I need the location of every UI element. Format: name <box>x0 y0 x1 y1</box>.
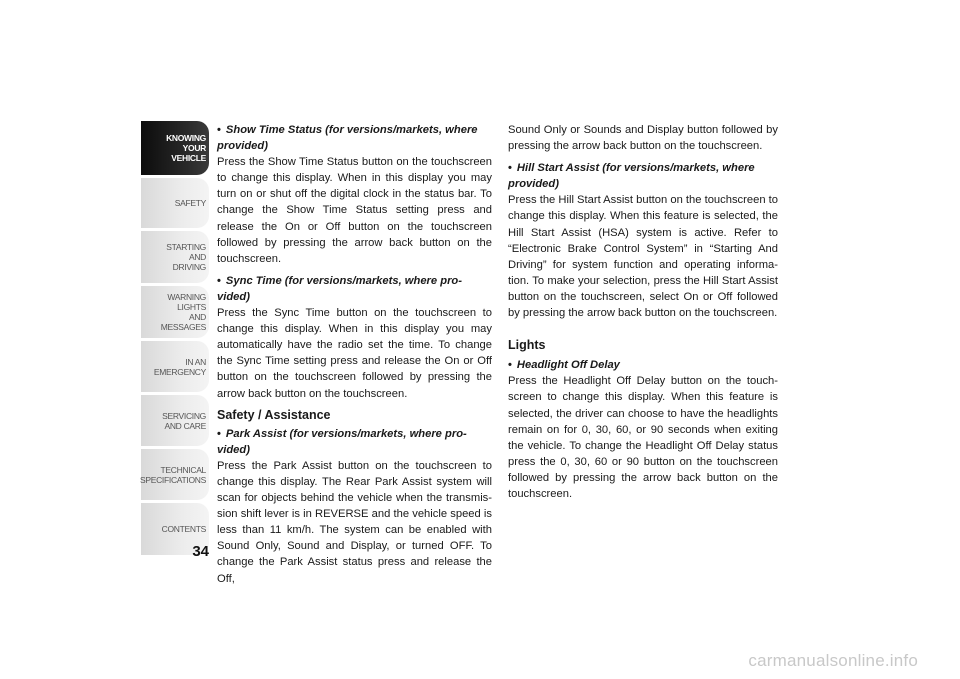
tab-servicing-and-care[interactable] <box>141 395 209 446</box>
tab-safety[interactable] <box>141 178 209 228</box>
watermark: carmanualsonline.info <box>748 651 918 670</box>
heading-text: Show Time Status (for versions/markets, where provided) <box>217 124 478 153</box>
bullet-heading <box>217 273 492 305</box>
page-number: 34 <box>192 543 209 560</box>
paragraph: Press the Hill Start Assist button on the touchscreen to change this display. When this feature is selected, the Hill Start Assist (HSA) system is active. Refer to “Electronic Brake Control System” in “Starting And Driving” for system function and operating informa-tion. To make your selection, press the Hill Start Assist button on the touchscreen, select On or Off followed by pressing the arrow back button on the touchscreen. <box>508 194 778 320</box>
bullet-icon: • <box>217 274 221 287</box>
bullet-heading <box>217 122 492 154</box>
bullet-heading <box>217 426 492 458</box>
heading-text: Park Assist (for versions/markets, where pro-vided) <box>217 427 467 456</box>
section-title: Lights <box>508 338 546 353</box>
tab-technical-specifications[interactable] <box>141 449 209 500</box>
tab-knowing-your-vehicle[interactable] <box>141 121 209 175</box>
heading-text: Hill Start Assist (for versions/markets, where provided) <box>508 162 755 191</box>
bullet-icon: • <box>508 359 512 372</box>
paragraph: Press the Headlight Off Delay button on the touch-screen to change this display. When this feature is selected, the driver can choose to have the headlights remain on for 0, 30, 60, or 90 seconds when exiting the vehicle. To change the Headlight Off Delay status press the 0, 30, 60 or 90 button on the touchscreen followed by pressing the arrow back button on the touchscreen. <box>508 375 778 500</box>
bullet-heading <box>508 357 778 373</box>
tab-label: IN AN EMERGENCY <box>153 356 206 377</box>
tab-label: KNOWING YOUR VEHICLE <box>166 133 206 163</box>
left-column <box>217 122 492 587</box>
section-title: Safety / Assistance <box>217 407 331 422</box>
heading-text: Headlight Off Delay <box>516 359 620 372</box>
tab-in-an-emergency[interactable] <box>141 341 209 392</box>
tab-label: TECHNICAL SPECIFICATIONS <box>139 464 206 485</box>
heading-text: Sync Time (for versions/markets, where pro-vided) <box>217 274 462 303</box>
tab-label: WARNING LIGHTS AND MESSAGES <box>160 292 206 332</box>
bullet-icon: • <box>217 427 221 440</box>
bullet-icon: • <box>508 162 512 175</box>
paragraph: Press the Show Time Status button on the touchscreen to change this display. When in this display you may turn on or shut off the digital clock in the status bar. To change the Show Time Status setting press and release the On or Off button on the touchscreen followed by pressing the arrow back button on the touchscreen. <box>217 156 492 265</box>
bullet-heading <box>508 160 778 192</box>
tab-label: STARTING AND DRIVING <box>166 242 206 272</box>
tab-starting-and-driving[interactable] <box>141 231 209 283</box>
tab-label: SERVICING AND CARE <box>162 410 206 431</box>
tab-label: SAFETY <box>174 198 206 208</box>
tab-label: CONTENTS <box>161 524 206 534</box>
right-column <box>508 122 778 502</box>
bullet-icon: • <box>217 124 221 136</box>
paragraph: Press the Park Assist button on the touchscreen to change this display. The Rear Park Assist system will scan for objects behind the vehicle when the transmis-sion shift lever is in REVERSE and the vehicle speed is less than 11 km/h. The system can be enabled with Sound Only, Sound and Display, or turned OFF. To change the Park Assist status press and release the Off, <box>217 459 492 585</box>
chapter-tabs-sidebar <box>141 121 209 558</box>
paragraph: Press the Sync Time button on the touchscreen to change this display. When in this display you may automatically have the radio set the time. To change the Sync Time setting press and release the On or Off button on the touchscreen followed by pressing the arrow back button on the touchscreen. <box>217 307 492 400</box>
paragraph: Sound Only or Sounds and Display button followed by pressing the arrow back button on the touchscreen. <box>508 124 778 153</box>
tab-warning-lights-and-messages[interactable] <box>141 286 209 338</box>
